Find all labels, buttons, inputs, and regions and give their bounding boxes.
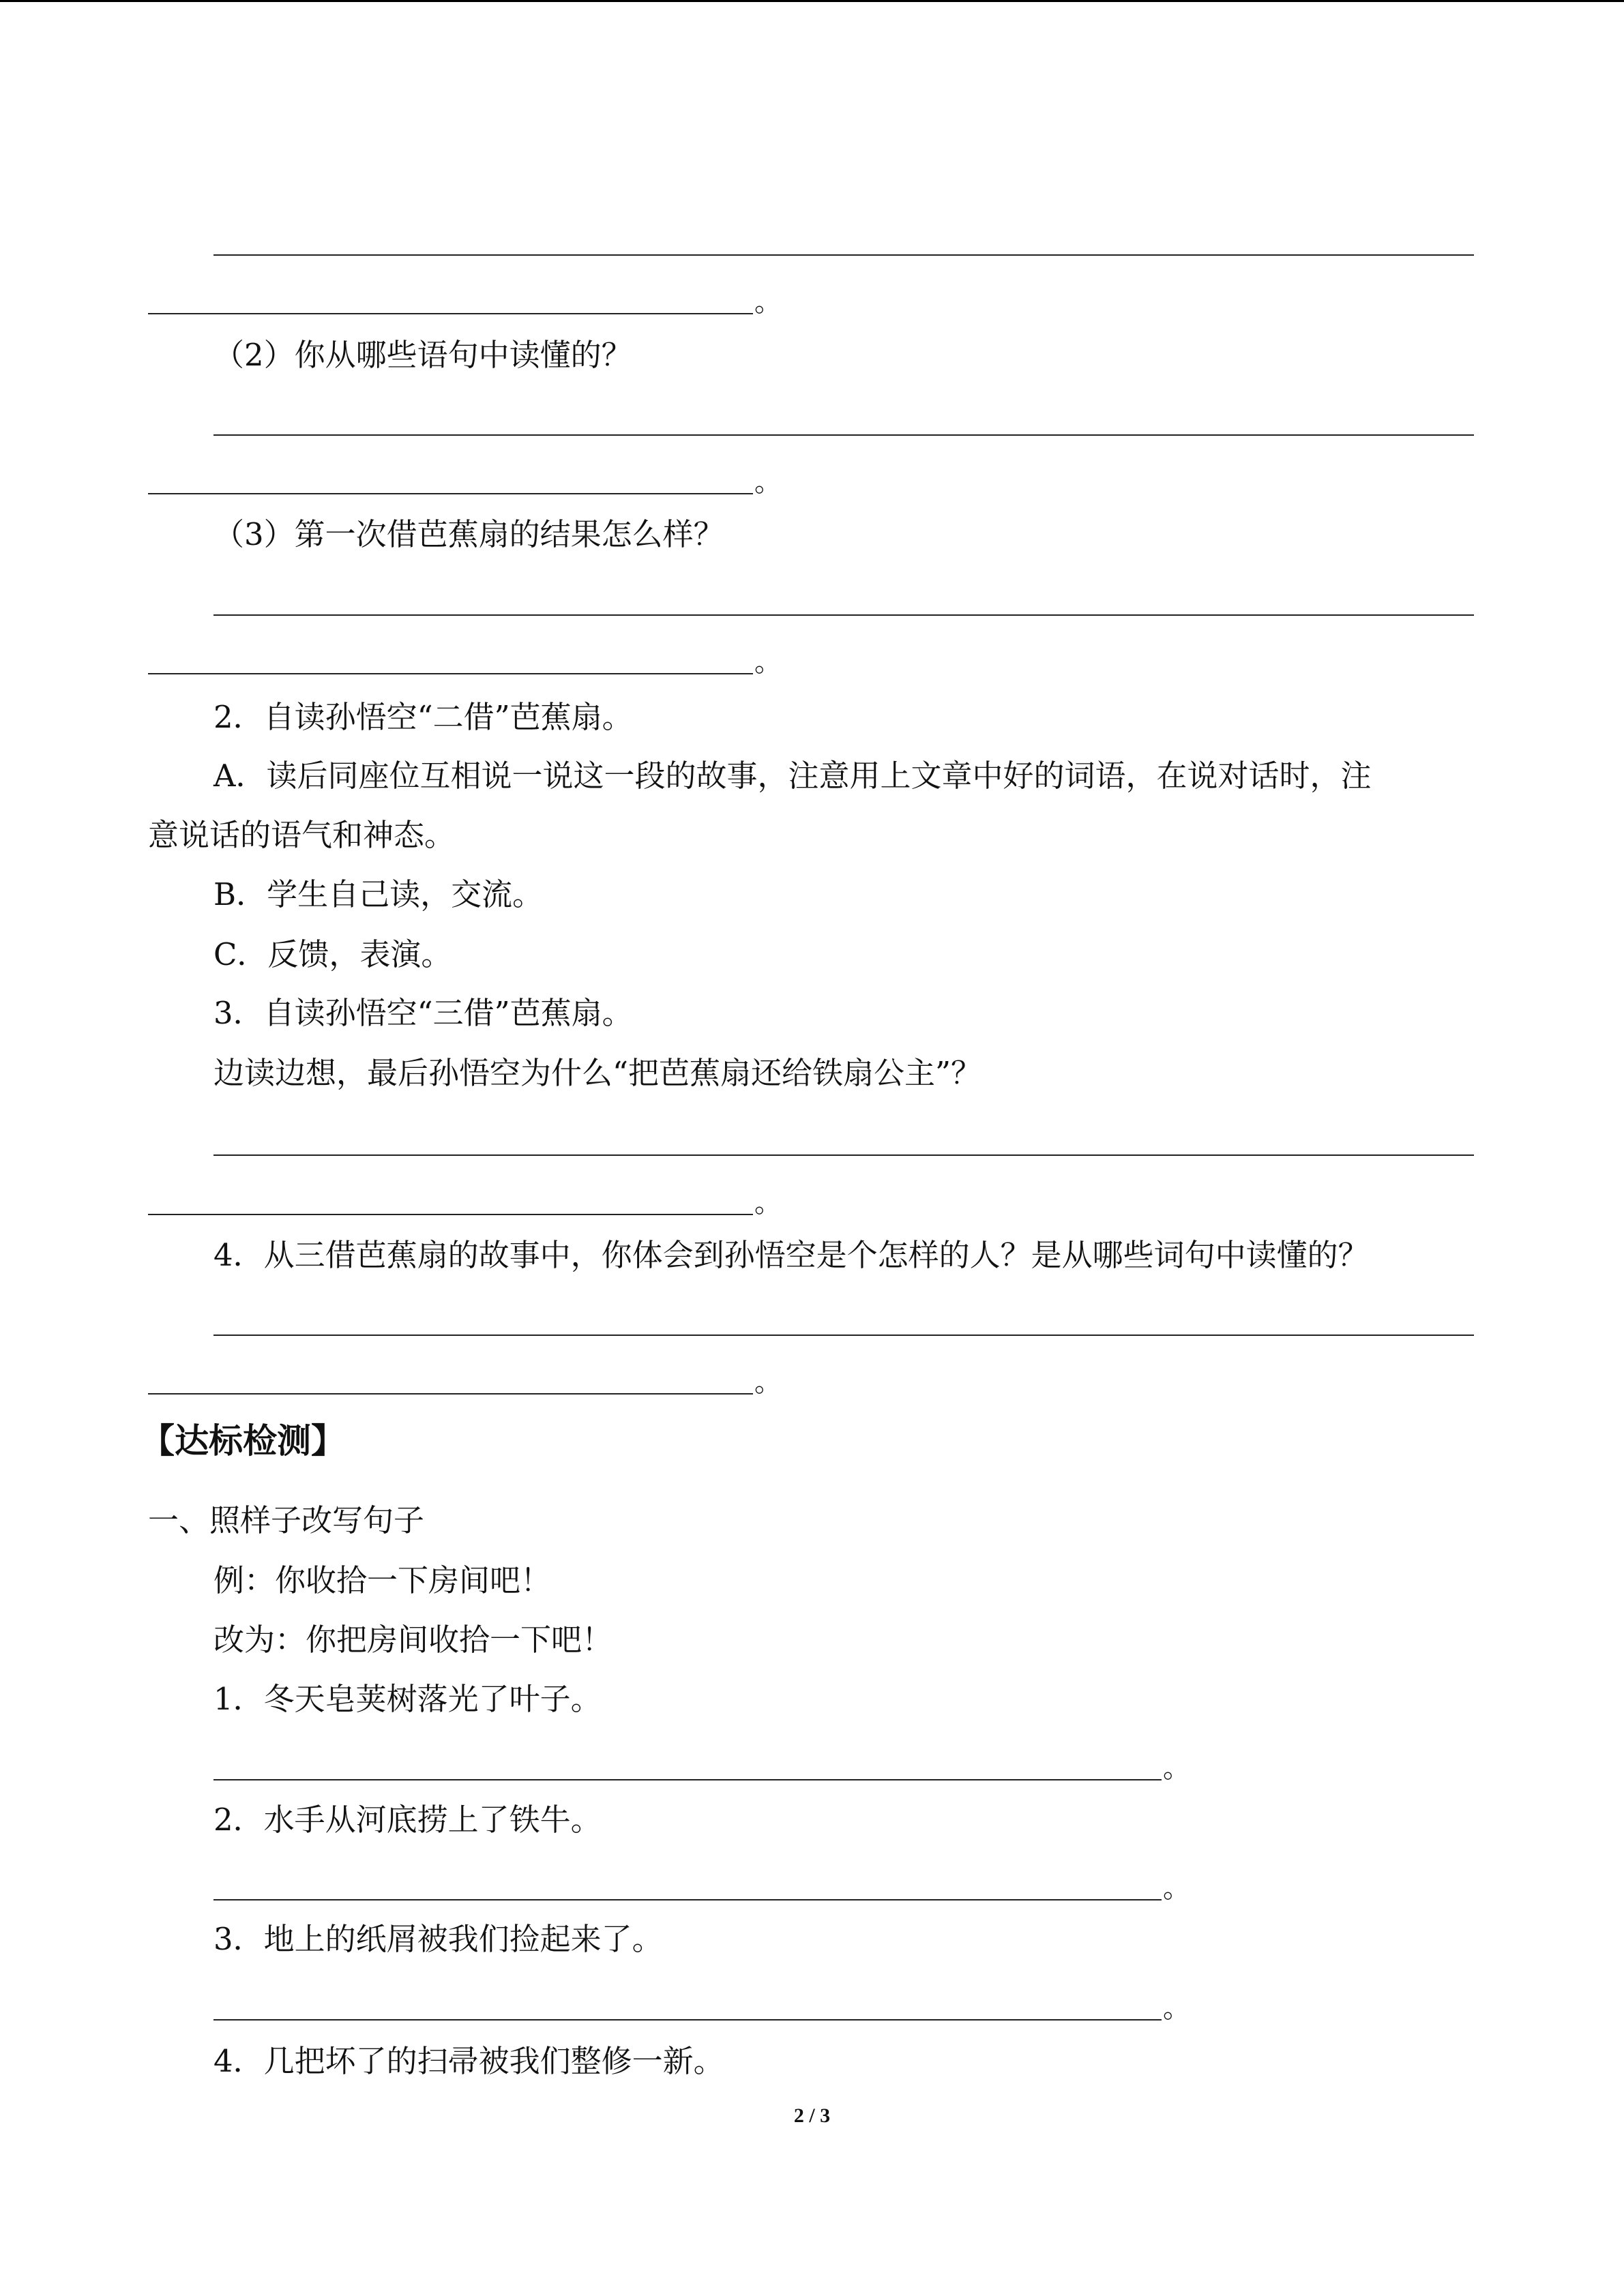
question-3-prompt: 边读边想，最后孙悟空为什么“把芭蕉扇还给铁扇公主”？ (213, 1055, 982, 1091)
answer-line (148, 673, 753, 674)
answer-line (213, 1154, 1474, 1156)
question-2-c: C．反馈，表演。 (213, 936, 452, 972)
answer-period: 。 (754, 286, 782, 318)
question-1-2: （2）你从哪些语句中读懂的？ (213, 337, 632, 373)
answer-period: 。 (754, 646, 782, 678)
answer-period: 。 (1163, 1753, 1190, 1784)
answer-line (148, 313, 753, 314)
rewrite-item-2: 2．水手从河底捞上了铁牛。 (213, 1802, 602, 1838)
rewrite-item-3: 3．地上的纸屑被我们捡起来了。 (213, 1921, 663, 1957)
example-answer: 改为：你把房间收拾一下吧！ (213, 1622, 613, 1658)
question-4-title: 4．从三借芭蕉扇的故事中，你体会到孙悟空是个怎样的人？是从哪些词句中读懂的？ (213, 1237, 1369, 1273)
rewrite-item-4: 4．几把坏了的扫帚被我们整修一新。 (213, 2043, 724, 2079)
answer-period: 。 (754, 1367, 782, 1398)
answer-line (148, 1214, 753, 1215)
answer-period: 。 (754, 1187, 782, 1219)
answer-line (213, 1779, 1162, 1780)
answer-period: 。 (754, 466, 782, 498)
question-2-title: 2．自读孙悟空“二借”芭蕉扇。 (213, 699, 633, 735)
part-title: 一、照样子改写句子 (148, 1502, 425, 1538)
answer-line (213, 1335, 1474, 1336)
question-2-b: B．学生自己读，交流。 (213, 876, 544, 912)
answer-line (213, 1899, 1162, 1900)
example-sentence: 例：你收拾一下房间吧！ (213, 1562, 552, 1598)
question-1-3: （3）第一次借芭蕉扇的结果怎么样？ (213, 516, 724, 552)
answer-line (213, 614, 1474, 616)
answer-period: 。 (1163, 1873, 1190, 1904)
question-3-title: 3．自读孙悟空“三借”芭蕉扇。 (213, 995, 633, 1031)
question-2-a-line2: 意说话的语气和神态。 (148, 817, 456, 853)
top-border (0, 0, 1624, 2)
answer-line (148, 1393, 753, 1395)
section-heading: 【达标检测】 (141, 1421, 345, 1461)
answer-line (213, 434, 1474, 436)
answer-line (213, 2019, 1162, 2021)
answer-period: 。 (1163, 1993, 1190, 2024)
answer-line (213, 254, 1474, 256)
answer-line (148, 493, 753, 494)
page-number: 2 / 3 (793, 2104, 831, 2127)
question-2-a-line1: A．读后同座位互相说一说这一段的故事，注意用上文章中好的词语，在说对话时，注 (213, 758, 1372, 794)
rewrite-item-1: 1．冬天皂荚树落光了叶子。 (213, 1681, 602, 1717)
